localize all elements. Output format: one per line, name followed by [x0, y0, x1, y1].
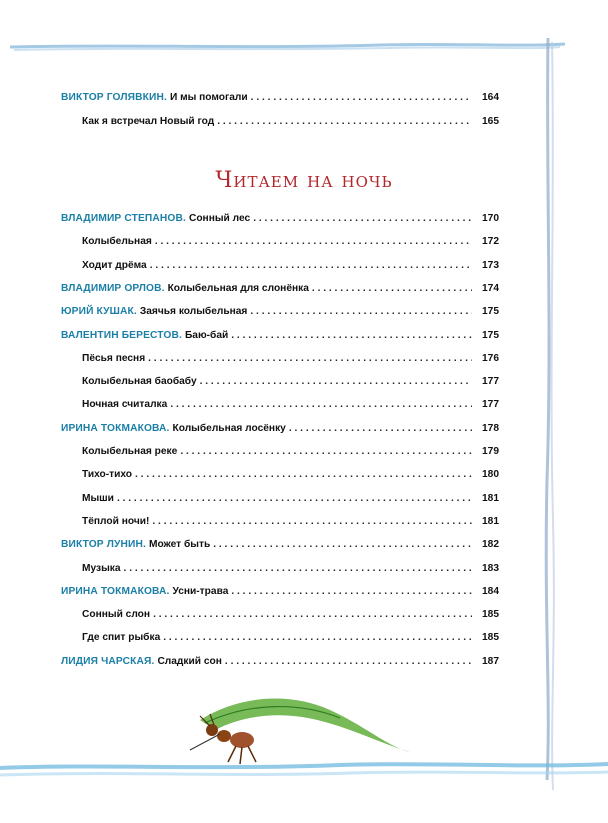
toc-leader-dots — [148, 353, 472, 364]
toc-page-number: 176 — [482, 352, 499, 364]
toc-entry — [0, 493, 499, 511]
toc-title: Колыбельная лосёнку — [172, 422, 286, 434]
toc-leader-dots — [150, 260, 472, 271]
section-heading: Читаем на ночь — [215, 168, 393, 193]
toc-author-separator: . — [143, 539, 149, 551]
toc-title: Сладкий сон — [157, 655, 222, 667]
toc-author-separator: . — [133, 306, 140, 318]
toc-page-number: 177 — [482, 376, 499, 388]
toc-title: Колыбельная для слонёнка — [167, 282, 309, 294]
toc-title: Сонный слон — [82, 609, 151, 621]
toc-entry — [0, 399, 499, 417]
toc-author-separator: . — [183, 213, 189, 224]
toc-page-number: 177 — [482, 399, 499, 411]
toc-leader-dots — [225, 656, 472, 667]
toc-entry — [0, 632, 499, 650]
toc-entry — [0, 423, 499, 441]
toc-author: ВЛАДИМИР ОРЛОВ — [61, 282, 162, 294]
toc-leader-dots — [213, 539, 472, 550]
toc-page-number: 175 — [482, 306, 499, 318]
toc-author: ВЛАДИМИР СТЕПАНОВ — [61, 213, 183, 224]
toc-leader-dots — [180, 446, 472, 457]
toc-author: ВИКТОР ГОЛЯВКИН — [61, 92, 164, 103]
toc-page-number: 174 — [482, 282, 499, 294]
toc-page-number: 180 — [482, 469, 499, 481]
toc-entry — [0, 283, 499, 301]
toc-title: Сонный лес — [188, 213, 251, 224]
toc-leader-dots — [155, 236, 472, 247]
toc-author: ВАЛЕНТИН БЕРЕСТОВ — [61, 329, 179, 341]
toc-page-number: 181 — [482, 515, 499, 527]
toc-page-number: 175 — [482, 329, 499, 341]
toc-page-number: 179 — [482, 446, 499, 457]
toc-leader-dots — [231, 586, 472, 597]
toc-leader-dots — [217, 116, 472, 127]
toc-leader-dots — [170, 399, 472, 410]
toc-page-number: 183 — [482, 562, 499, 574]
toc-title: И мы помогали — [169, 92, 248, 103]
toc-title: Тёплой ночи! — [82, 515, 150, 527]
toc-leader-dots — [250, 306, 472, 317]
toc-page-number: 165 — [482, 116, 499, 127]
toc-entry — [0, 516, 499, 534]
toc-leader-dots — [253, 213, 472, 224]
toc-author-separator: . — [161, 282, 168, 294]
toc-leader-dots — [124, 563, 472, 574]
toc-title: Колыбельная баобабу — [82, 376, 197, 388]
toc-title: Усни-трава — [172, 585, 229, 597]
toc-author-separator: . — [151, 655, 158, 667]
toc-author: ЛИДИЯ ЧАРСКАЯ — [61, 655, 152, 667]
toc-leader-dots — [200, 376, 472, 387]
toc-leader-dots — [153, 609, 472, 620]
toc-entry — [0, 353, 499, 371]
toc-page-number: 178 — [482, 422, 499, 434]
toc-entry — [0, 92, 499, 110]
toc-entry — [0, 563, 499, 581]
toc-author: ИРИНА ТОКМАКОВА — [61, 422, 167, 434]
ant-carrying-grass-blade-illustration — [180, 690, 420, 780]
toc-page-number: 181 — [482, 492, 499, 504]
toc-title: Пёсья песня — [82, 352, 146, 364]
toc-leader-dots — [231, 330, 472, 341]
toc-title: Как я встречал Новый год — [82, 116, 215, 127]
toc-author: ИРИНА ТОКМАКОВА — [61, 585, 167, 597]
toc-author: ВИКТОР ЛУНИН — [61, 539, 143, 551]
toc-leader-dots — [152, 516, 472, 527]
toc-title: Где спит рыбка — [82, 632, 161, 644]
toc-title: Колыбельная реке — [82, 446, 178, 457]
toc-leader-dots — [251, 92, 472, 103]
toc-author-separator: . — [166, 422, 173, 434]
toc-entry — [0, 306, 499, 324]
toc-entry — [0, 376, 499, 394]
toc-entry — [0, 236, 499, 254]
toc-page-number: 185 — [482, 632, 499, 644]
toc-page-number: 170 — [482, 213, 499, 224]
toc-entry — [0, 469, 499, 487]
toc-entry — [0, 260, 499, 278]
toc-page-number: 184 — [482, 585, 499, 597]
toc-page-number: 187 — [482, 655, 499, 667]
toc-title: Баю-бай — [184, 329, 229, 341]
toc-leader-dots — [135, 469, 472, 480]
toc-entry — [0, 330, 499, 348]
toc-entry — [0, 609, 499, 627]
toc-author-separator: . — [178, 329, 185, 341]
toc-leader-dots — [117, 493, 472, 504]
toc-entry — [0, 116, 499, 134]
toc-title: Тихо-тихо — [82, 469, 133, 481]
toc-entry — [0, 656, 499, 674]
toc-author-separator: . — [163, 92, 170, 103]
toc-title: Может быть — [148, 539, 211, 551]
toc-leader-dots — [312, 283, 472, 294]
toc-title: Мыши — [82, 492, 114, 504]
toc-entry — [0, 446, 499, 464]
toc-author: ЮРИЙ КУШАК — [61, 306, 134, 318]
toc-title: Колыбельная — [82, 236, 152, 248]
toc-page-number: 185 — [482, 609, 499, 621]
toc-title: Ночная считалка — [82, 399, 168, 411]
toc-leader-dots — [163, 632, 472, 643]
toc-page-number: 182 — [482, 539, 499, 551]
toc-page-number: 172 — [482, 236, 499, 248]
toc-entry — [0, 586, 499, 604]
toc-title: Ходит дрёма — [82, 259, 147, 271]
toc-entry — [0, 539, 499, 557]
toc-page-number: 173 — [482, 259, 499, 271]
toc-entry — [0, 213, 499, 231]
toc-title: Заячья колыбельная — [139, 306, 248, 318]
toc-leader-dots — [289, 423, 472, 434]
toc-author-separator: . — [166, 585, 173, 597]
toc-page-number: 164 — [482, 92, 499, 103]
toc-title: Музыка — [82, 562, 121, 574]
